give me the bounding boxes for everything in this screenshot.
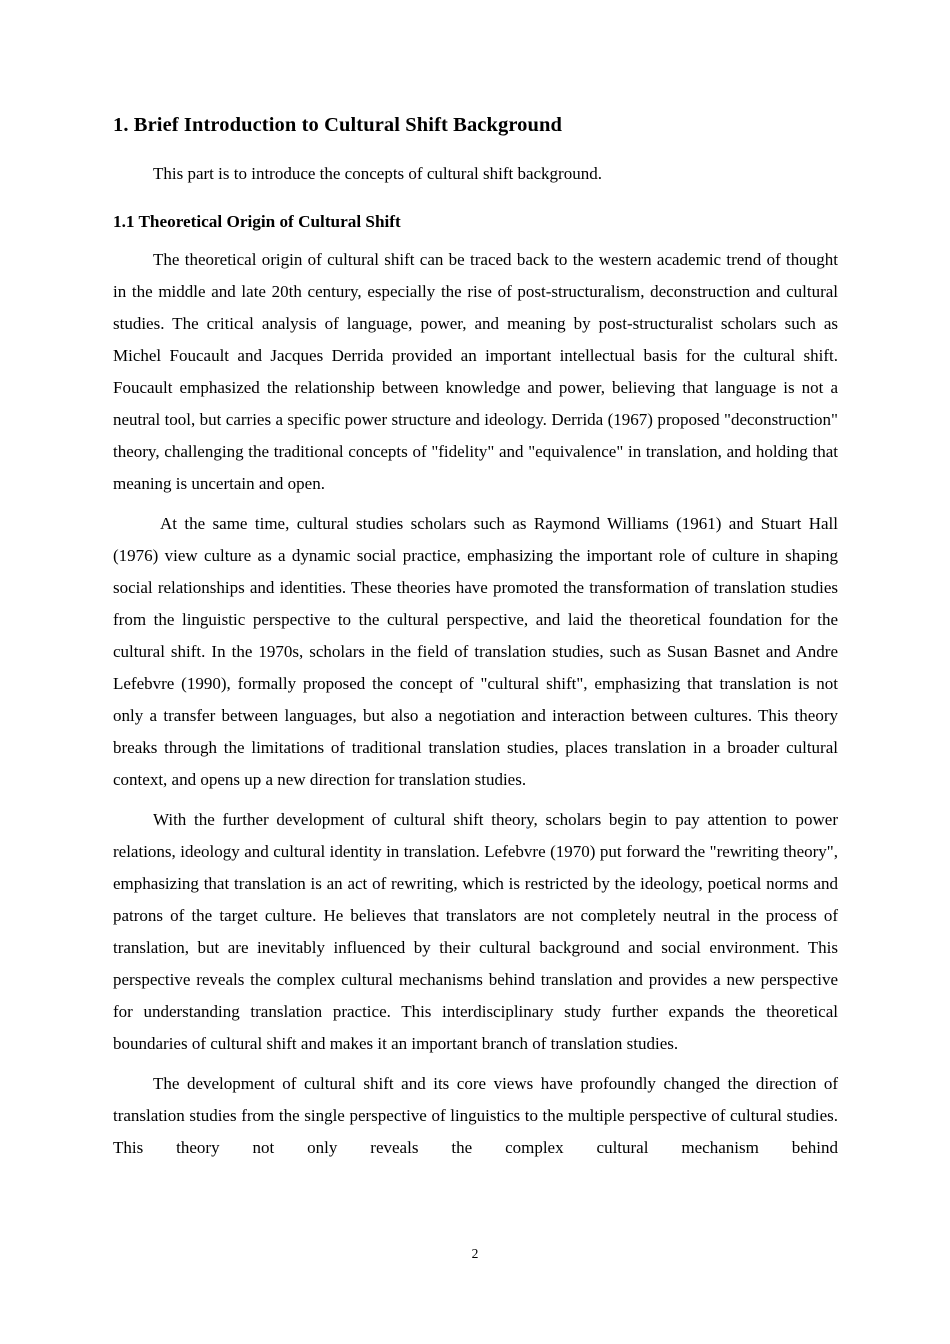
section-heading-1-1: 1.1 Theoretical Origin of Cultural Shift bbox=[113, 212, 401, 231]
page-number: 2 bbox=[471, 1246, 479, 1261]
body-paragraph-2: At the same time, cultural studies scholars such as Raymond Williams (1961) and Stuart Hall (1976) view culture as a dynamic social practice, emphasizing the important role of culture in shaping social relationships and identities. These theories have promoted the transformation of translation studies from the linguistic perspective to the cultural perspective, and laid the theoretical foundation for the cultural shift. In the 1970s, scholars in the field of translation studies, such as Susan Basnet and Andre Lefebvre (1990), formally proposed the concept of "cultural shift", emphasizing that translation is not only a transfer between languages, but also a negotiation and interaction between cultures. This theory breaks through the limitations of traditional translation studies, places translation in a broader cultural context, and opens up a new direction for translation studies. bbox=[113, 514, 838, 789]
body-paragraph-4: The development of cultural shift and its core views have profoundly changed the direction of translation studies from the single perspective of linguistics to the multiple perspective of cultural studies. This theory not only reveals the complex cultural mechanism behind bbox=[113, 1074, 838, 1157]
page-content bbox=[113, 110, 838, 1164]
page-title: 1. Brief Introduction to Cultural Shift Background bbox=[113, 114, 563, 136]
intro-paragraph: This part is to introduce the concepts of cultural shift background. bbox=[153, 164, 602, 183]
body-paragraph-3: With the further development of cultural shift theory, scholars begin to pay attention to power relations, ideology and cultural identity in translation. Lefebvre (1970) put forward the "rewriting theory", emphasizing that translation is an act of rewriting, which is restricted by the ideology, poetical norms and patrons of the target culture. He believes that translators are not completely neutral in the process of translation, but are inevitably influenced by their cultural background and social environment. This perspective reveals the complex cultural mechanisms behind translation and provides a new perspective for understanding translation practice. This interdisciplinary study further expands the theoretical boundaries of cultural shift and makes it an important branch of translation studies. bbox=[113, 810, 838, 1053]
body-paragraph-1: The theoretical origin of cultural shift can be traced back to the western academic trend of thought in the middle and late 20th century, especially the rise of post-structuralism, deconstruction and cultural studies. The critical analysis of language, power, and meaning by post-structuralist scholars such as Michel Foucault and Jacques Derrida provided an important intellectual basis for the cultural shift. Foucault emphasized the relationship between knowledge and power, believing that language is not a neutral tool, but carries a specific power structure and ideology. Derrida (1967) proposed "deconstruction" theory, challenging the traditional concepts of "fidelity" and "equivalence" in translation, and holding that meaning is uncertain and open. bbox=[113, 250, 838, 493]
